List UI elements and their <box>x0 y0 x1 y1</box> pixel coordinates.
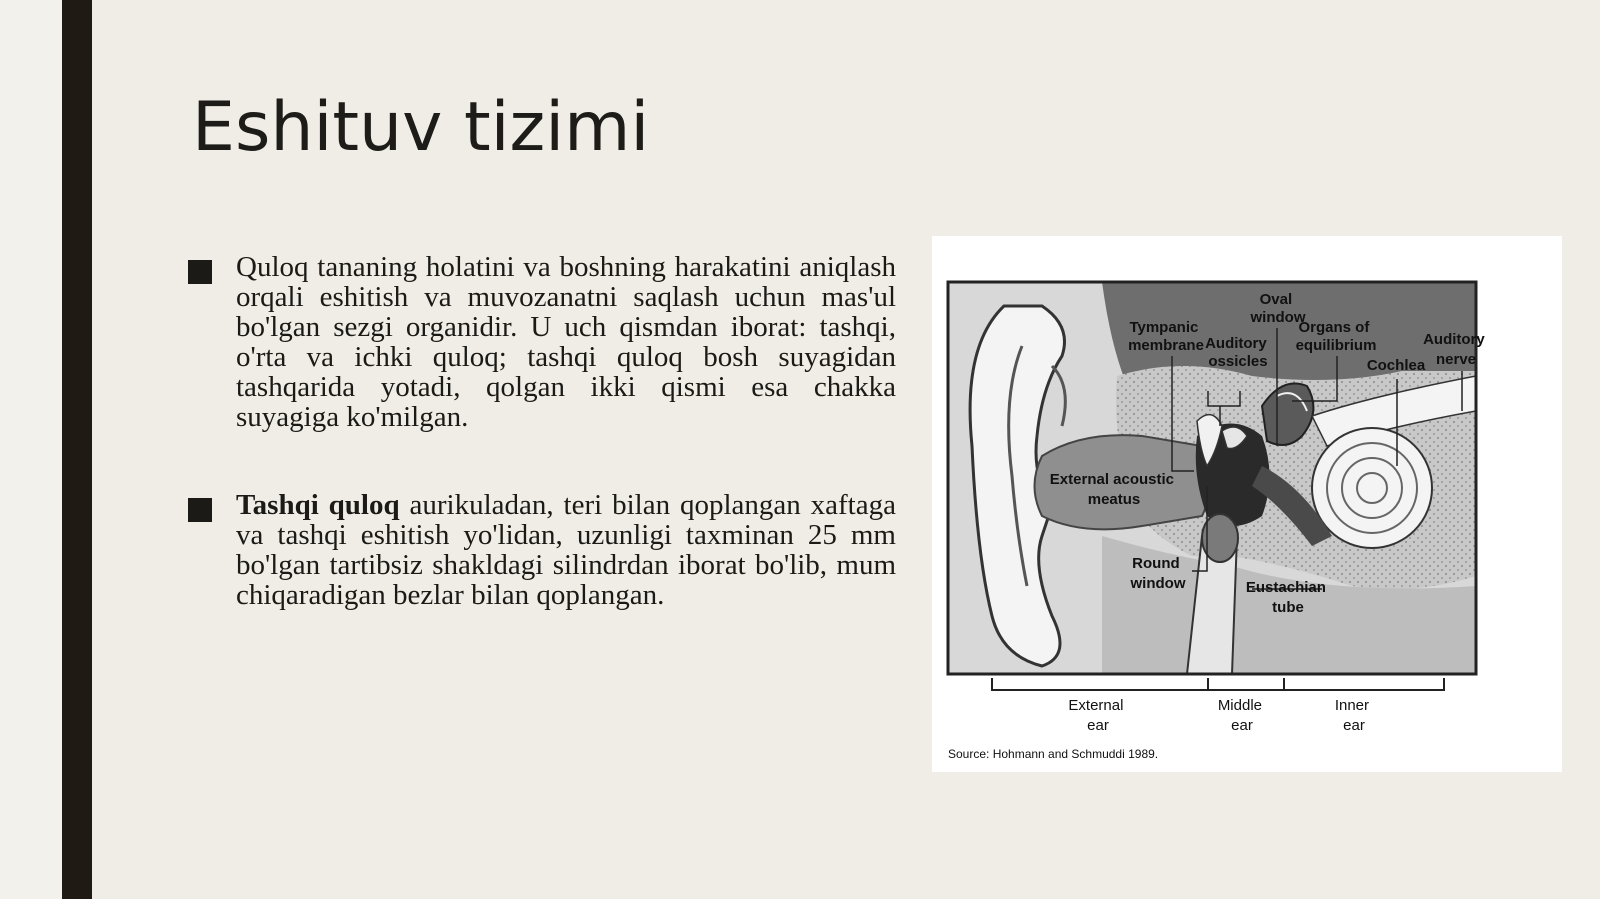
label-middle-ear: Middle ear <box>1217 697 1263 734</box>
label-tympanic-membrane: Tympanic membrane <box>1128 319 1204 354</box>
label-round-window: Round window <box>1130 555 1186 592</box>
label-organs-of-equilibrium: Organs of equilibrium <box>1295 319 1377 354</box>
bullet-text: Quloq tananing holatini va boshning harakatini aniqlash orqali eshitish va muvozanatni saqlash uchun mas'ul bo'lgan sezgi organidir. U uch qismdan iborat: tashqi, o'rta va ichki quloq; tashqi quloq bosh suyagidan tashqarida yotadi, qolgan ikki qismi esa chakka suyagiga ko'milgan. <box>236 251 896 433</box>
label-cochlea: Cochlea <box>1366 357 1426 374</box>
figure-source: Source: Hohmann and Schmuddi 1989. <box>948 747 1159 761</box>
left-margin <box>0 0 62 899</box>
ear-anatomy-diagram <box>932 236 1562 772</box>
bullet-square-icon <box>188 260 212 284</box>
label-auditory-ossicles: Auditory ossicles <box>1205 335 1268 370</box>
accent-bar <box>62 0 92 899</box>
bullet-item-outer-ear <box>188 490 896 610</box>
bullet-bold-text: Tashqi quloq <box>236 489 400 521</box>
bullet-text: aurikuladan, teri bilan qoplangan xaftaga va tashqi eshitish yo'lidan, uzunligi taxminan 25 mm bo'lgan tartibsiz shakldagi silindrdan iborat bo'lib, mum chiqaradigan bezlar bilan qoplangan. <box>236 489 896 611</box>
label-external-acoustic-meatus: External acoustic meatus <box>1049 471 1175 508</box>
bullet-square-icon <box>188 498 212 522</box>
label-auditory-nerve: Auditory nerve <box>1423 331 1485 368</box>
slide-title: Eshituv tizimi <box>192 88 650 167</box>
section-brackets <box>992 678 1444 690</box>
label-inner-ear: Inner ear <box>1334 697 1370 734</box>
label-oval-window: Oval window <box>1250 291 1306 326</box>
label-eustachian-tube: Eustachian tube <box>1245 579 1326 616</box>
bullet-list <box>188 252 896 610</box>
label-external-ear: External ear <box>1068 697 1124 734</box>
ear-anatomy-figure <box>932 236 1562 772</box>
bullet-item-ear-overview <box>188 252 896 432</box>
